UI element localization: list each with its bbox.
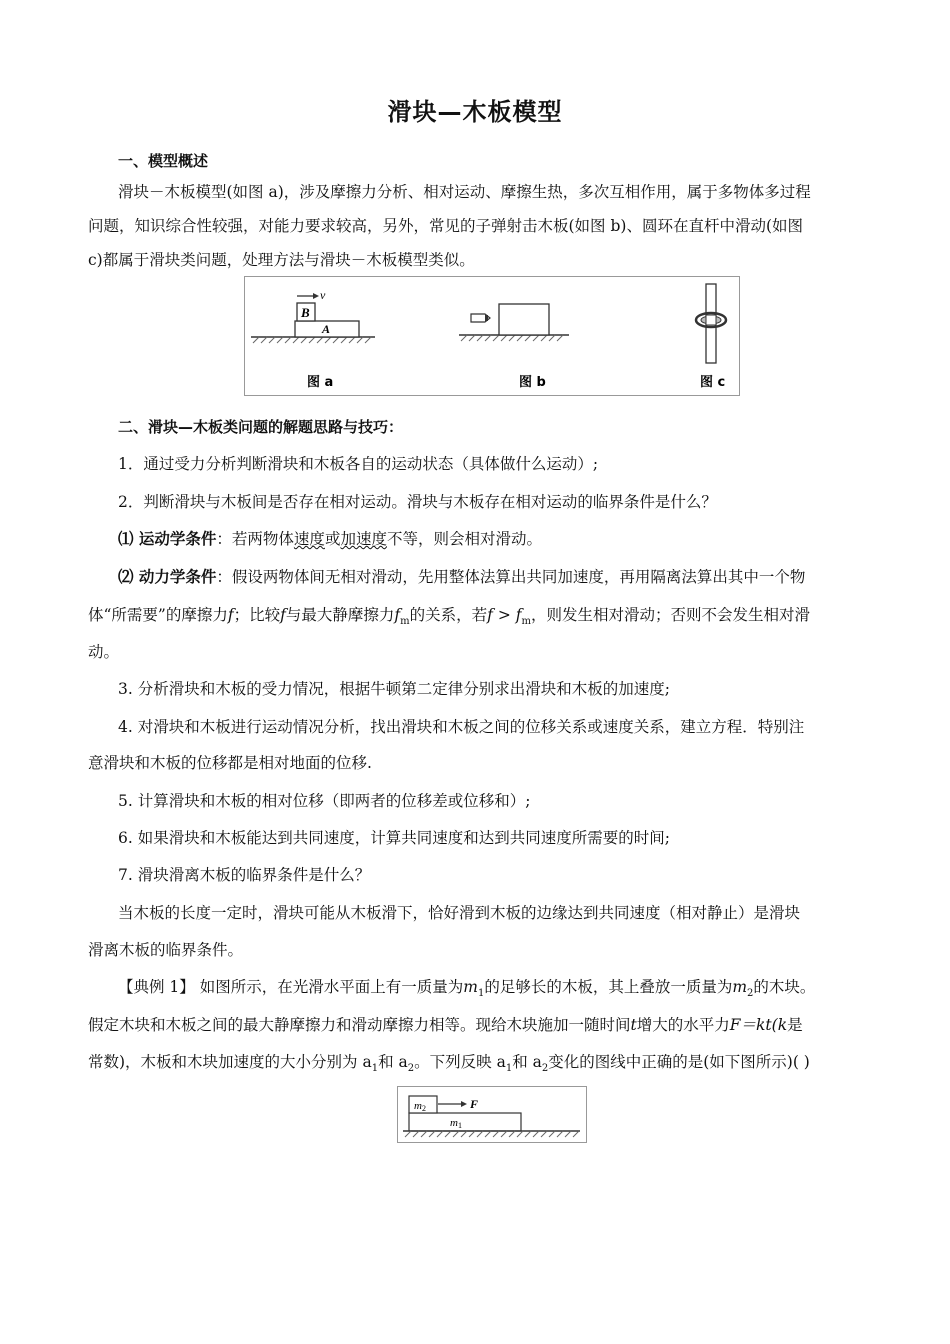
item-1: 1．通过受力分析判断滑块和木板各自的运动状态（具体做什么运动）; <box>118 455 599 473</box>
e2-a: 假定木块和木板之间的最大静摩擦力和滑动摩擦力相等。现给木块施加一随时间 <box>88 1016 631 1034</box>
sym-f: f <box>227 606 234 624</box>
example1-line-3 <box>88 1050 810 1074</box>
section1-line-1: 滑块－木板模型(如图 a)，涉及摩擦力分析、相对运动、摩擦生热，多次互相作用，属于多物体多过程 <box>118 183 811 201</box>
figure-models-svg <box>245 277 739 395</box>
figure-example1-svg <box>398 1087 586 1142</box>
sub-item-2-line-3: 动。 <box>88 643 120 661</box>
section1-line-3: c)都属于滑块类问题，处理方法与滑块－木板模型类似。 <box>88 251 475 269</box>
sub-a1-2: 1 <box>505 1063 513 1075</box>
sub-m-2: m <box>521 616 531 628</box>
sub-2: 2 <box>747 988 754 1000</box>
sub-a2-2: 2 <box>541 1063 549 1075</box>
label-m2-sub: 2 <box>421 1104 426 1113</box>
caption-b: 图 b <box>519 375 546 390</box>
sub-item-1-text-a: ：若两物体 <box>216 530 294 548</box>
sub-item-1-text-e: 不等，则会相对滑动。 <box>386 530 542 548</box>
e3-b: 和 a <box>378 1053 408 1071</box>
critical-para-line-1: 当木板的长度一定时，滑块可能从木板滑下，恰好滑到木板的边缘达到共同速度（相对静止）是滑块 <box>118 904 801 922</box>
formula-F: F＝kt(k <box>729 1016 788 1034</box>
board-m1 <box>409 1113 521 1131</box>
figure-a <box>251 288 375 390</box>
figure-example1 <box>397 1086 587 1143</box>
item-3: 3. 分析滑块和木板的受力情况，根据牛顿第二定律分别求出滑块和木板的加速度; <box>118 680 670 698</box>
sub-item-1-text-c: 或 <box>324 530 341 548</box>
section1-heading: 一、模型概述 <box>118 152 209 170</box>
label-m2-sym: m <box>414 1100 422 1112</box>
sub-a1: 1 <box>371 1063 379 1075</box>
e3-e: 变化的图线中正确的是(如下图所示)( ) <box>548 1053 810 1071</box>
t-c: 与最大静摩擦力 <box>285 606 395 624</box>
sym-fm: f <box>394 606 401 624</box>
e2-b: 增大的水平力 <box>636 1016 730 1034</box>
sub-item-1 <box>118 527 542 549</box>
item-6: 6. 如果滑块和木板能达到共同速度，计算共同速度和达到共同速度所需要的时间; <box>118 829 670 847</box>
item-4-line-2: 意滑块和木板的位移都是相对地面的位移. <box>88 754 372 772</box>
label-m1-sym: m <box>450 1117 458 1129</box>
sym-m2: m <box>732 978 748 996</box>
page-title: 滑块—木板模型 <box>387 98 563 126</box>
sub-item-2-line-2: 体“所需要”的摩擦力f；比较f与最大静摩擦力$f_m$的关系，若$f > f_m$，则发生相对滑动；否则不会发生相对滑 <box>88 606 810 628</box>
e1-a: 如图所示，在光滑水平面上有一质量为 <box>194 978 464 996</box>
example1-tag: 【典例 1】 <box>118 978 195 996</box>
sub-1: 1 <box>477 988 485 1000</box>
e2-d: 是 <box>787 1016 803 1034</box>
figure-models <box>244 276 740 396</box>
label-A: A <box>322 322 331 336</box>
example1-line-1 <box>118 975 815 999</box>
e1-c: 的木块。 <box>753 978 816 996</box>
sym-fm-2: f <box>515 606 522 624</box>
e3-d: 和 a <box>512 1053 542 1071</box>
caption-c: 图 c <box>700 375 726 390</box>
label-m1-sub: 1 <box>457 1121 462 1130</box>
keyword-velocity: 速度 <box>293 530 325 548</box>
t-e: ，则发生相对滑动；否则不会发生相对滑 <box>530 606 810 624</box>
critical-para-line-2: 滑离木板的临界条件。 <box>88 941 244 959</box>
sub-item-2-text: ：假设两物体间无相对滑动，先用整体法算出共同加速度，再用隔离法算出其中一个物 <box>216 568 806 586</box>
label-v: v <box>320 288 326 302</box>
sym-f-2: f <box>280 606 286 624</box>
t-d: 的关系，若 <box>409 606 488 624</box>
label-B: B <box>301 305 310 320</box>
item-2: 2．判断滑块与木板间是否存在相对运动。滑块与木板存在相对运动的临界条件是什么？ <box>118 493 717 511</box>
section1-line-2: 问题，知识综合性较强，对能力要求较高，另外，常见的子弹射击木板(如图 b)、圆环在直杆中滑动(如图 <box>88 217 803 235</box>
section2-heading: 二、滑块—木板类问题的解题思路与技巧： <box>118 418 404 436</box>
item-4-line-1: 4. 对滑块和木板进行运动情况分析，找出滑块和木板之间的位移关系或速度关系，建立方程．特别注 <box>118 718 805 736</box>
sym-f-3: f <box>487 606 493 624</box>
figure-c <box>696 284 726 390</box>
sub-item-2-line-1 <box>118 565 805 587</box>
item-7: 7. 滑块滑离木板的临界条件是什么？ <box>118 866 371 884</box>
figure-b <box>459 304 569 390</box>
item-5: 5. 计算滑块和木板的相对位移（即两者的位移差或位移和）; <box>118 792 531 810</box>
e1-b: 的足够长的木板，其上叠放一质量为 <box>484 978 733 996</box>
sub-item-2-label: ⑵ 动力学条件 <box>118 568 217 586</box>
t-b: ；比较 <box>233 606 281 624</box>
sub-m: m <box>400 616 410 628</box>
caption-a: 图 a <box>307 375 334 390</box>
sub-item-1-label: ⑴ 运动学条件 <box>118 530 217 548</box>
sym-m1: m <box>463 978 478 996</box>
sym-t: t <box>630 1016 637 1034</box>
sub-a2: 2 <box>407 1063 415 1075</box>
label-F: F <box>470 1097 479 1111</box>
e3-a: 常数)，木板和木块加速度的大小分别为 a <box>88 1053 372 1071</box>
keyword-acceleration: 加速度 <box>340 530 387 548</box>
example1-line-2 <box>88 1013 803 1035</box>
e3-c: 。下列反映 a <box>414 1053 506 1071</box>
wood-board <box>499 304 549 335</box>
t-a: 体“所需要”的摩擦力 <box>88 606 228 624</box>
